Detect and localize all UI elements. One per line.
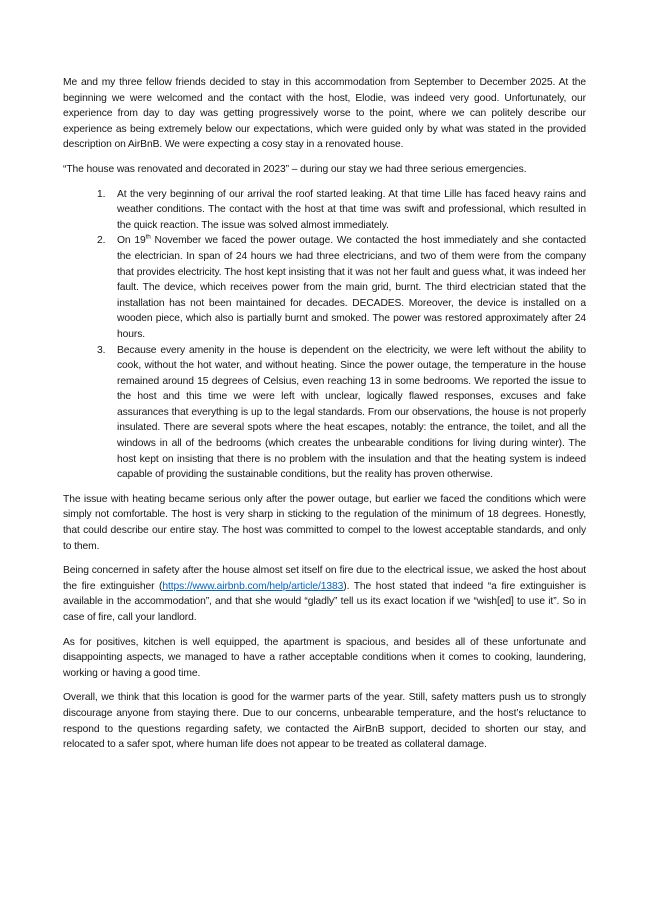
list-marker: 1. — [97, 188, 106, 200]
list-item-text-segment: November we faced the power outage. We contacted the host immediately and she contacted the electrician. In span of 24 hours we had three electricians, and two of them were from the company that provides electricity. The host kept insisting that it was not her fault and guess what, it was indeed her fault. The device, which receives power from the main grid, burnt. The third electrician stated that the installation has not been maintained for decades. DECADES. Moreover, the device is installed on a wooden piece, which also is partially burnt and smoked. The power was restored approximately after 24 hours. — [117, 235, 586, 340]
paragraph-intro: Me and my three fellow friends decided to stay in this accommodation from September to December 2025. At the beginning we were welcomed and the contact with the host, Elodie, was indeed very good. Unfortunately, our experience from day to day was getting progressively worse to the point, where we can politely describe our experience as being extremely below our expectations, which were guided only by what was stated in the provided description on AirBnB. We were expecting a cosy stay in a renovated house. — [63, 77, 586, 151]
list-marker: 2. — [97, 235, 106, 247]
paragraph-text-segment: ). The host stated that indeed “a fire extinguisher is available in the accommodation”, and that she would “gladly” tell us its exact location if we “wish[ed] to use it”. So in case of fire, call your landlord. — [63, 580, 586, 623]
list-marker: 3. — [97, 344, 106, 356]
list-item-text: Because every amenity in the house is dependent on the electricity, we were left without the ability to cook, without the hot water, and without heating. Since the power outage, the temperature in the house remained around 15 degrees of Celsius, even reaching 13 in some bedrooms. We reported the issue to the host and this time we were left with unclear, logically flawed responses, excuses and fake assurances that everything is up to the legal standards. From our observations, the house is not properly insulated. There are several spots where the heat escapes, notably: the entrance, the toilet, and all the windows in all of the bedrooms (which creates the unbearable conditions for living during winter). The host kept on insisting that there is no problem with the insulation and that the heating system is indeed capable of providing the sustainable conditions, but the reality has proven otherwise. — [117, 344, 586, 481]
list-item-power-outage — [63, 233, 586, 342]
ordinal-superscript: th — [145, 233, 151, 241]
airbnb-help-link[interactable]: https://www.airbnb.com/help/article/1383 — [162, 580, 344, 592]
paragraph-text-segment: Being concerned in safety after the house almost set itself on fire due to the electrical issue, we asked the host about the fire extinguisher ( — [63, 565, 586, 592]
list-item-roof-leak — [63, 187, 586, 234]
paragraph-renovation-quote: “The house was renovated and decorated in 2023” – during our stay we had three serious emergencies. — [63, 163, 527, 175]
emergency-list — [63, 187, 586, 483]
list-item-text — [117, 233, 586, 342]
list-item-text-segment: On 19 — [117, 235, 146, 247]
paragraph-fire-safety — [63, 563, 586, 625]
list-item-text: At the very beginning of our arrival the roof started leaking. At that time Lille has faced heavy rains and weather conditions. The contact with the host at that time was swift and professional, which resulted in the quick reaction. The issue was solved almost immediately. — [117, 188, 586, 231]
document-body — [63, 75, 586, 762]
paragraph-conclusion: Overall, we think that this location is good for the warmer parts of the year. Still, safety matters push us to strongly discourage anyone from staying there. Due to our concerns, unbearable temperature, and the host’s reluctance to respond to the questions regarding safety, we contacted the AirBnB support, decided to shorten our stay, and relocated to a safer spot, where human life does not appear to be treated as collateral damage. — [63, 692, 586, 751]
list-item-no-heating — [63, 343, 586, 483]
paragraph-heating: The issue with heating became serious only after the power outage, but earlier we faced the conditions which were simply not comfortable. The host is very sharp in sticking to the regulation of the minimum of 18 degrees. Honestly, that could describe our entire stay. The host was committed to compel to the lowest acceptable standards, and only to them. — [63, 493, 586, 552]
paragraph-positives: As for positives, kitchen is well equipped, the apartment is spacious, and besides all of these unfortunate and disappointing aspects, we managed to have a rather acceptable conditions when it comes to cooking, laundering, working or having a good time. — [63, 636, 586, 679]
